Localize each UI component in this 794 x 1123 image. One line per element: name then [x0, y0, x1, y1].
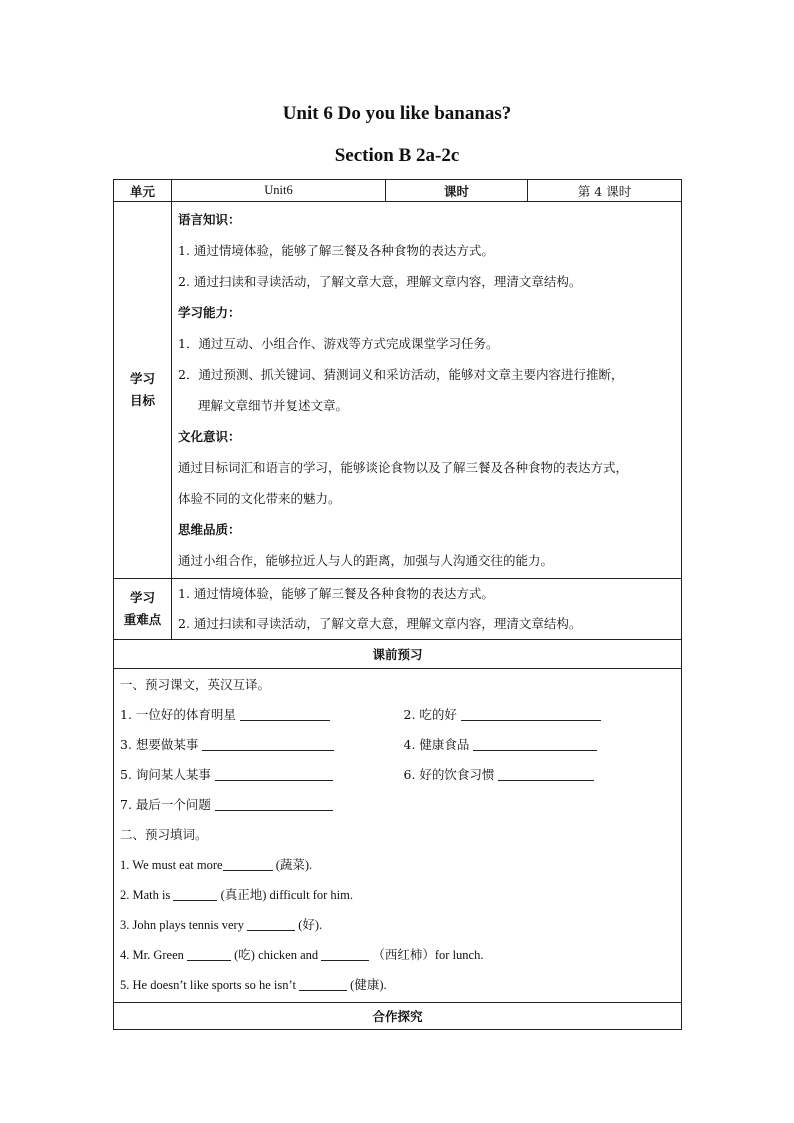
preview-section-title: 课前预习 — [114, 640, 682, 669]
answer-blank[interactable] — [215, 796, 333, 811]
preview-header-row — [114, 640, 682, 669]
fill-sentence-5: 5. He doesn’t like sports so he isn’t (健康). — [120, 978, 387, 992]
answer-blank[interactable] — [173, 886, 217, 901]
translate-row-4: 7. 最后一个问题 — [120, 790, 675, 820]
lesson-table — [113, 179, 682, 1030]
header-row — [114, 180, 682, 202]
answer-blank[interactable] — [215, 766, 333, 781]
period-label: 课时 — [386, 180, 528, 202]
key-point-1: 1. 通过情境体验，能够了解三餐及各种食物的表达方式。 — [178, 586, 494, 601]
answer-blank[interactable] — [498, 766, 594, 781]
answer-blank[interactable] — [321, 946, 369, 961]
culture-text-1: 通过目标词汇和语言的学习，能够谈论食物以及了解三餐及各种食物的表达方式， — [178, 460, 629, 475]
answer-blank[interactable] — [461, 706, 601, 721]
objectives-content — [172, 202, 682, 579]
key-point-2: 2. 通过扫读和寻读活动，了解文章大意，理解文章内容，理清文章结构。 — [178, 616, 582, 631]
answer-blank[interactable] — [247, 916, 295, 931]
answer-blank[interactable] — [299, 976, 347, 991]
answer-blank[interactable] — [202, 736, 334, 751]
answer-blank[interactable] — [240, 706, 330, 721]
page-subtitle: Section B 2a-2c — [334, 145, 460, 166]
key-points-content — [172, 579, 682, 640]
translate-row-2: 3. 想要做某事 4. 健康食品 — [120, 730, 675, 760]
unit-label: 单元 — [114, 180, 172, 202]
knowledge-title: 语言知识： — [178, 212, 241, 227]
part2-title: 二、预习填词。 — [120, 827, 208, 842]
fill-sentence-1: 1. We must eat more (蔬菜). — [120, 858, 313, 872]
ability-item-1: 1．通过互动、小组合作、游戏等方式完成课堂学习任务。 — [178, 336, 499, 351]
part1-title: 一、预习课文，英汉互译。 — [120, 677, 271, 692]
key-points-label: 学习 重难点 — [114, 579, 172, 640]
period-value: 第 4 课时 — [528, 180, 682, 202]
culture-title: 文化意识： — [178, 429, 241, 444]
ability-item-2-cont: 理解文章细节并复述文章。 — [198, 398, 349, 413]
cooperation-section-title: 合作探究 — [114, 1003, 682, 1030]
fill-sentence-4: 4. Mr. Green (吃) chicken and （西红柿）for lunch. — [120, 948, 484, 962]
objectives-label: 学习 目标 — [114, 202, 172, 579]
answer-blank[interactable] — [187, 946, 231, 961]
key-points-row — [114, 579, 682, 640]
page-title: Unit 6 Do you like bananas? — [282, 103, 512, 124]
thinking-title: 思维品质： — [178, 522, 241, 537]
fill-sentence-2: 2. Math is (真正地) difficult for him. — [120, 888, 353, 902]
preview-row — [114, 669, 682, 1003]
thinking-text: 通过小组合作，能够拉近人与人的距离，加强与人沟通交往的能力。 — [178, 553, 554, 568]
ability-item-2: 2．通过预测、抓关键词、猜测词义和采访活动，能够对文章主要内容进行推断， — [178, 367, 624, 382]
culture-text-2: 体验不同的文化带来的魅力。 — [178, 491, 341, 506]
translate-row-3: 5. 询问某人某事 6. 好的饮食习惯 — [120, 760, 675, 790]
preview-content — [114, 669, 682, 1003]
ability-title: 学习能力： — [178, 305, 241, 320]
fill-sentence-3: 3. John plays tennis very (好). — [120, 918, 323, 932]
answer-blank[interactable] — [473, 736, 597, 751]
knowledge-item-2: 2. 通过扫读和寻读活动，了解文章大意，理解文章内容，理清文章结构。 — [178, 274, 582, 289]
knowledge-item-1: 1. 通过情境体验，能够了解三餐及各种食物的表达方式。 — [178, 243, 494, 258]
cooperation-header-row — [114, 1003, 682, 1030]
unit-value: Unit6 — [172, 180, 386, 202]
answer-blank[interactable] — [223, 856, 273, 871]
translate-row-1: 1. 一位好的体育明星 2. 吃的好 — [120, 700, 675, 730]
objectives-row — [114, 202, 682, 579]
